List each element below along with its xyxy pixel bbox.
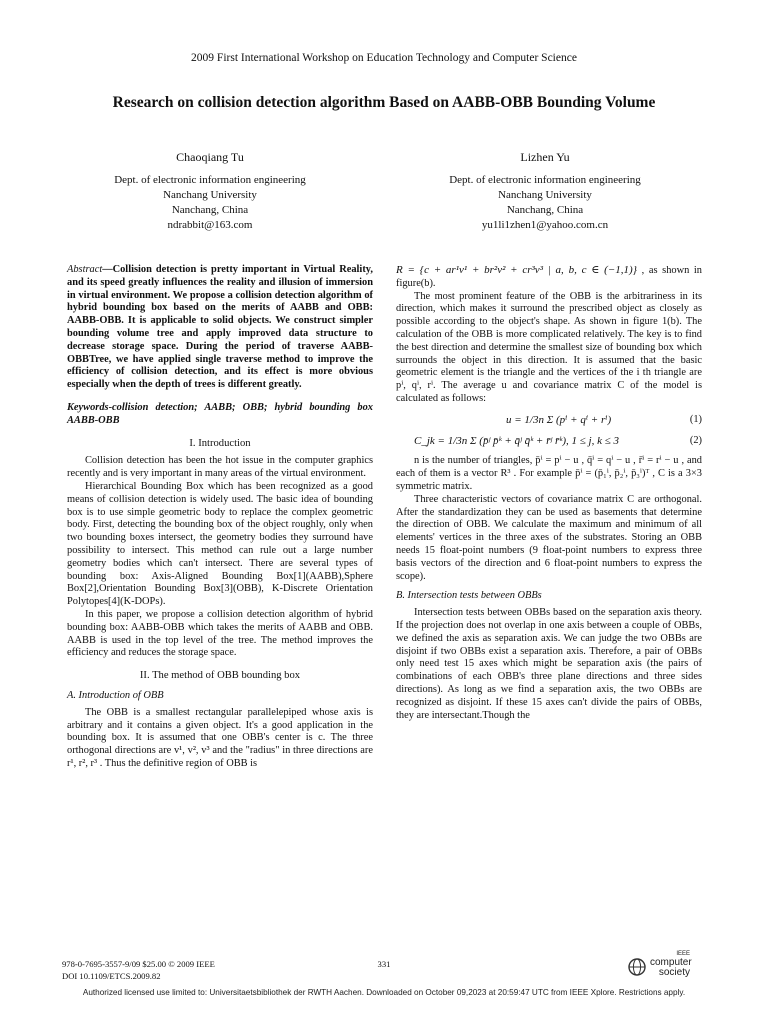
paragraph: Three characteristic vectors of covariance matrix C are orthogonal. After the standardization they can be used as basements that determine the direction of OBB. We calculate the maximum and minimum of all elements' vertices in the three axes of the substrates. Storing an OBB needs 15 float-point numbers (9 float-point numbers to express three basis vectors of the direction and 6 float-point numbers to express the scope).: [396, 493, 702, 582]
author-block-1: [60, 150, 360, 233]
globe-icon: [626, 956, 648, 978]
region-equation-line: [396, 264, 702, 291]
paragraph: In this paper, we propose a collision detection algorithm of hybrid bounding box: AABB-OBB which takes the merits of AABB and OBB. AABB is used in the top level of the tree. The method improves the efficiency and reduces the storage space.: [67, 608, 373, 659]
logo-computer: computer: [650, 957, 692, 968]
equation-1-body: u = 1/3n Σ (pⁱ + qⁱ + rⁱ): [506, 413, 612, 426]
logo-society: society: [658, 967, 690, 978]
subsection-heading: B. Intersection tests between OBBs: [396, 590, 542, 602]
author-email[interactable]: yu1li1zhen1@yahoo.com.cn: [481, 219, 609, 231]
author-university: Nanchang University: [163, 189, 257, 201]
author-university: Nanchang University: [498, 189, 592, 201]
left-column: [67, 264, 373, 771]
paragraph: Collision detection has been the hot issue in the computer graphics recently and is very important in many areas of the virtual environment.: [67, 455, 373, 480]
author-dept: Dept. of electronic information engineering: [449, 174, 641, 186]
region-equation: R = {c + ar¹v¹ + br²v² + cr³v³ | a, b, c ∈ (−1,1)}: [396, 264, 638, 276]
section-heading: I. Introduction: [189, 437, 251, 449]
page-number: 331: [377, 959, 391, 969]
equation-1: [396, 414, 702, 427]
logo-ieee: IEEE: [676, 951, 690, 957]
abstract-text: —Collision detection is pretty important in Virtual Reality, and its speed greatly influences the reality and illusion of immersion in virtual environment. We propose a collision detection algorithm of hybrid bounding box based on the merits of AABB and OBB: AABB-OBB. It is applicable to solid objects. We construct simpler bounding volume tree and apply improved data structure to decrease storage space. During the period of traverse AABB-OBBTree, we have applied single traverse method to improve the efficiency of collision detection, and its effect is more obvious especially when the depth of trees is different greatly.: [67, 264, 373, 391]
author-dept: Dept. of electronic information engineering: [114, 174, 306, 186]
equation-2-number: (2): [689, 434, 702, 446]
abstract: [67, 264, 373, 392]
footer-doi[interactable]: DOI 10.1109/ETCS.2009.82: [62, 971, 161, 981]
author-block-2: [390, 150, 700, 233]
paragraph: Intersection tests between OBBs based on the separation axis theory. If the projection does not overlap in one axis between a couple of OBBs, we defined the axis as separation axis. We can judge the two OBBs are disjoint if two OBBs exist a separation axis. Therefore, a pair of OBBs only need test 15 axes which might be separation axis (the pairs of combinations of each OBB's three plane directions and three sides directions). As long as we find a separation axis, the two OBBs are recognized as disjoint. If these 15 axes can't divide the pairs of OBBs, they are intersectant.Though the: [396, 607, 702, 721]
keywords: Keywords-collision detection; AABB; OBB; hybrid bounding box AABB-OBB: [67, 401, 373, 426]
region-equation-tail: , as shown in figure(b).: [396, 265, 702, 289]
equation-2-body: C_jk = 1/3n Σ (p̄ʲ p̄ᵏ + q̄ʲ q̄ᵏ + r̄ʲ r̄ᵏ), 1 ≤ j, k ≤ 3: [414, 434, 619, 447]
equation-1-number: (1): [689, 413, 702, 425]
paragraph: n is the number of triangles, p̄ⁱ = pⁱ − u , q̄ⁱ = qⁱ − u , r̄ⁱ = rⁱ − u , and each of them is a vector R³ . For example p̄ⁱ = (p̄₁ⁱ, p̄₂ⁱ, p̄₃ⁱ)ᵀ , C is a 3×3 symmetric matrix.: [396, 455, 702, 492]
license-disclaimer: Authorized licensed use limited to: Universitaetsbibliothek der RWTH Aachen. Downloaded on October 09,2023 at 20:59:47 UTC from IEEE Xplore. Restrictions apply.: [82, 988, 686, 997]
author-city: Nanchang, China: [171, 204, 249, 216]
author-city: Nanchang, China: [506, 204, 584, 216]
author-name: Chaoqiang Tu: [176, 150, 244, 164]
paragraph: The most prominent feature of the OBB is the arbitrariness in its direction, which makes it surround the prescribed object as closely as possible according to the object's shape. As shown in figure 1(b). The calculation of the OBB is more complicated relatively. The key is to find the best direction and determine the smallest size of bounding box which surrounds the object in this direction. It is assumed that the basic geometric element is the triangle and the vertices of the i th triangle are pⁱ, qⁱ, rⁱ. The average u and covariance matrix C of the model is calculated as follows:: [396, 290, 702, 404]
subsection-heading: A. Introduction of OBB: [67, 689, 164, 701]
paragraph: The OBB is a smallest rectangular parallelepiped whose axis is arbitrary and it contains a given object. It's a good application in the bounding box. It is assumed that one OBB's center is c. The three orthogonal directions are v¹, v², v³ and the "radius" in three directions are r¹, r², r³ . Thus the definitive region of OBB is: [67, 706, 373, 769]
conference-header: 2009 First International Workshop on Education Technology and Computer Science: [191, 52, 577, 64]
footer-isbn: 978-0-7695-3557-9/09 $25.00 © 2009 IEEE: [62, 959, 215, 969]
abstract-label: Abstract: [67, 264, 103, 275]
logo-text: [650, 950, 690, 978]
author-name: Lizhen Yu: [520, 150, 570, 164]
footer-left: [62, 958, 215, 982]
paper-title: Research on collision detection algorithm Based on AABB-OBB Bounding Volume: [112, 94, 656, 111]
equation-2: [396, 435, 702, 448]
paragraph: Hierarchical Bounding Box which has been recognized as a good means of collision detection is widely used. The basic idea of bounding box is to use simple geometric body to replace the complex geometric body. First, detecting the bounding box of the object roughly, only when two bounding boxes intersect, the geometry bodies they surround have possibility to intersect. This method can rule out a large number geometry bodies which can't intersect. There are several types of bounding box: Axis-Aligned Bounding Box[1](AABB),Sphere Box[2],Orientation Bounding Box[3](OBB), K-Discrete Orientation Polytopes[4](K-DOPs).: [67, 480, 373, 608]
section-heading: II. The method of OBB bounding box: [139, 670, 301, 682]
ieee-cs-logo: [626, 950, 706, 980]
author-email[interactable]: ndrabbit@163.com: [167, 219, 253, 231]
right-column: [396, 264, 702, 722]
